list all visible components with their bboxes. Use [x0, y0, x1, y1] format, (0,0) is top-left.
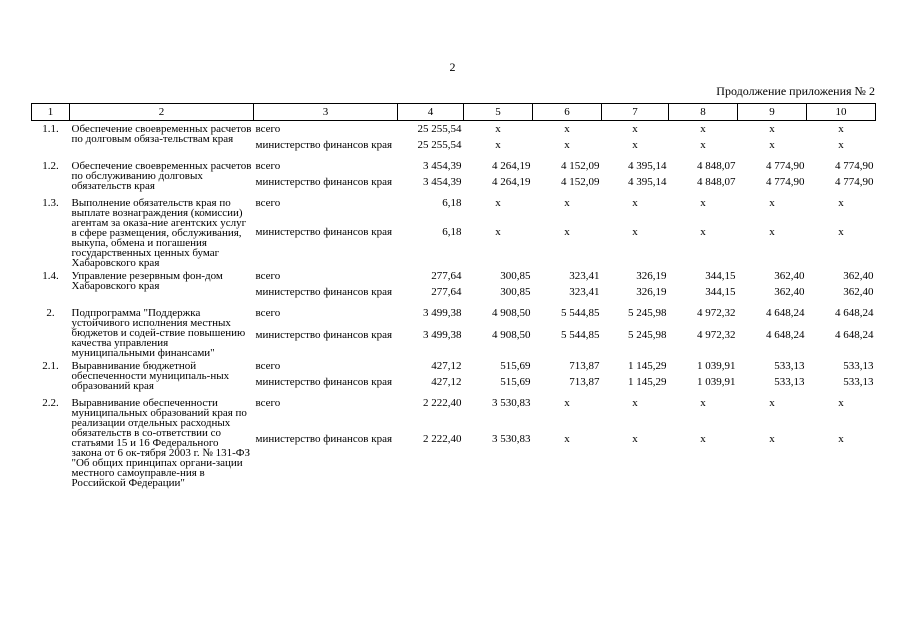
value-cell: х [838, 225, 844, 238]
value-cell: 4 774,90 [766, 160, 805, 172]
value-cell: 427,12 [431, 360, 462, 372]
col-header-10: 10 [807, 104, 876, 121]
value-cell: 2 222,40 [423, 432, 462, 445]
value-cell: 362,40 [843, 286, 874, 298]
value-cell: 300,85 [500, 286, 531, 298]
value-cell: х [495, 197, 501, 209]
value-cell: 2 222,40 [423, 397, 462, 409]
col-header-7: 7 [602, 104, 669, 121]
value-cell: 326,19 [636, 286, 667, 298]
value-cell: х [700, 123, 706, 135]
table-row [32, 305, 876, 324]
value-cell: х [632, 123, 638, 135]
executor-cell: министерство финансов края [255, 432, 393, 445]
value-cell: х [838, 123, 844, 135]
executor-cell: министерство финансов края [255, 176, 393, 188]
value-cell: х [838, 432, 844, 445]
appendix-continuation-label: Продолжение приложения № 2 [716, 84, 875, 98]
executor-cell: всего [255, 197, 281, 209]
value-cell: 515,69 [500, 376, 531, 388]
value-cell: 4 908,50 [492, 307, 531, 319]
value-cell: х [769, 123, 775, 135]
value-cell: х [632, 397, 638, 409]
row-number: 1.2. [42, 160, 59, 172]
col-header-1: 1 [32, 104, 70, 121]
row-title: Выравнивание обеспеченности муниципальных образований края по реализации отдельных расходных обязательств в со-ответствии со статьями 15 и 16 Федерального закона от 6 ок-тября 2003 г. № 131-ФЗ "Об общих принципах органи-зации местного самоуправле-ния в Российской Федерации" [71, 397, 250, 489]
table-row [32, 358, 876, 371]
value-cell: 3 530,83 [492, 397, 531, 409]
budget-table [31, 103, 876, 488]
executor-cell: министерство финансов края [255, 376, 393, 388]
value-cell: 533,13 [843, 376, 874, 388]
value-cell: х [495, 225, 501, 238]
value-cell: 25 255,54 [417, 139, 462, 151]
value-cell: 1 145,29 [628, 376, 667, 388]
col-header-9: 9 [738, 104, 807, 121]
value-cell: х [632, 432, 638, 445]
col-header-2: 2 [70, 104, 254, 121]
value-cell: 4 908,50 [492, 328, 531, 341]
value-cell: 4 972,32 [697, 328, 736, 341]
row-number: 1.4. [42, 270, 59, 282]
col-header-8: 8 [669, 104, 738, 121]
row-title: Обеспечение своевременных расчетов по долговым обяза-тельствам края [71, 123, 252, 145]
value-cell: х [838, 397, 844, 409]
executor-cell: министерство финансов края [255, 225, 393, 238]
executor-cell: всего [255, 270, 281, 282]
value-cell: 4 152,09 [561, 160, 600, 172]
value-cell: х [700, 397, 706, 409]
value-cell: х [564, 197, 570, 209]
value-cell: 4 395,14 [628, 160, 667, 172]
value-cell: х [632, 225, 638, 238]
value-cell: х [632, 139, 638, 151]
value-cell: х [769, 197, 775, 209]
value-cell: х [564, 397, 570, 409]
value-cell: 5 245,98 [628, 307, 667, 319]
value-cell: х [700, 225, 706, 238]
row-title: Выполнение обязательств края по выплате вознаграждения (комиссии) агентам за оказа-ние агентских услуг в сфере размещения, обслуживания, выкупа, обмена и погашения государственных ценных бумаг Хабаровского края [71, 197, 247, 269]
value-cell: 5 544,85 [561, 307, 600, 319]
value-cell: 362,40 [774, 286, 805, 298]
value-cell: х [700, 139, 706, 151]
value-cell: 323,41 [569, 286, 600, 298]
value-cell: 4 774,90 [835, 160, 874, 172]
row-number: 1.3. [42, 197, 59, 209]
executor-cell: министерство финансов края [255, 139, 393, 151]
value-cell: 4 648,24 [766, 307, 805, 319]
value-cell: 6,18 [442, 197, 462, 209]
value-cell: 713,87 [569, 360, 600, 372]
value-cell: х [769, 225, 775, 238]
value-cell: 326,19 [636, 270, 667, 282]
value-cell: х [564, 225, 570, 238]
col-header-3: 3 [254, 104, 398, 121]
executor-cell: всего [255, 397, 281, 409]
value-cell: 5 544,85 [561, 328, 600, 341]
value-cell: х [769, 432, 775, 445]
col-header-4: 4 [398, 104, 464, 121]
value-cell: х [564, 139, 570, 151]
value-cell: 4 264,19 [492, 176, 531, 188]
value-cell: 277,64 [431, 270, 462, 282]
table-row [32, 121, 876, 135]
value-cell: 1 145,29 [628, 360, 667, 372]
value-cell: 533,13 [843, 360, 874, 372]
value-cell: х [495, 123, 501, 135]
row-title: Подпрограмма "Поддержка устойчивого исполнения местных бюджетов и содей-ствие повышению качества управления муниципальными финансами" [71, 307, 246, 359]
value-cell: х [769, 397, 775, 409]
value-cell: 362,40 [774, 270, 805, 282]
value-cell: х [632, 197, 638, 209]
row-title: Управление резервным фон-дом Хабаровского края [71, 270, 223, 292]
row-number: 1.1. [42, 123, 59, 135]
executor-cell: всего [255, 160, 281, 172]
table-header-row [32, 104, 876, 121]
value-cell: 3 454,39 [423, 160, 462, 172]
table-body [32, 121, 876, 489]
value-cell: 277,64 [431, 286, 462, 298]
value-cell: 3 499,38 [423, 307, 462, 319]
value-cell: х [838, 197, 844, 209]
value-cell: х [838, 139, 844, 151]
table-row [32, 268, 876, 281]
value-cell: 4 848,07 [697, 176, 736, 188]
value-cell: 344,15 [705, 286, 736, 298]
value-cell: 25 255,54 [417, 123, 462, 135]
value-cell: х [495, 139, 501, 151]
value-cell: 4 774,90 [835, 176, 874, 188]
value-cell: 3 530,83 [492, 432, 531, 445]
row-number: 2. [46, 307, 55, 319]
col-header-6: 6 [533, 104, 602, 121]
row-title: Выравнивание бюджетной обеспеченности муниципаль-ных образований края [71, 360, 230, 392]
value-cell: 344,15 [705, 270, 736, 282]
value-cell: 4 648,24 [835, 307, 874, 319]
value-cell: 1 039,91 [697, 360, 736, 372]
value-cell: 1 039,91 [697, 376, 736, 388]
value-cell: 362,40 [843, 270, 874, 282]
value-cell: 4 648,24 [766, 328, 805, 341]
value-cell: х [564, 432, 570, 445]
executor-cell: министерство финансов края [255, 286, 393, 298]
value-cell: 4 848,07 [697, 160, 736, 172]
row-title: Обеспечение своевременных расчетов по обслуживанию долговых обязательств края [71, 160, 252, 192]
value-cell: 4 264,19 [492, 160, 531, 172]
executor-cell: министерство финансов края [255, 328, 393, 341]
table-row [32, 158, 876, 171]
value-cell: 6,18 [442, 225, 462, 238]
value-cell: 4 774,90 [766, 176, 805, 188]
value-cell: 713,87 [569, 376, 600, 388]
value-cell: 427,12 [431, 376, 462, 388]
value-cell: х [769, 139, 775, 151]
row-number: 2.2. [42, 397, 59, 409]
table-row [32, 195, 876, 221]
value-cell: 300,85 [500, 270, 531, 282]
value-cell: 533,13 [774, 376, 805, 388]
col-header-5: 5 [464, 104, 533, 121]
value-cell: 4 972,32 [697, 307, 736, 319]
value-cell: 4 648,24 [835, 328, 874, 341]
executor-cell: всего [255, 123, 281, 135]
table-row [32, 395, 876, 428]
value-cell: 3 454,39 [423, 176, 462, 188]
row-number: 2.1. [42, 360, 59, 372]
value-cell: 4 395,14 [628, 176, 667, 188]
executor-cell: всего [255, 360, 281, 372]
value-cell: 323,41 [569, 270, 600, 282]
value-cell: х [700, 197, 706, 209]
value-cell: х [700, 432, 706, 445]
value-cell: 533,13 [774, 360, 805, 372]
executor-cell: всего [255, 307, 281, 319]
value-cell: 515,69 [500, 360, 531, 372]
value-cell: 3 499,38 [423, 328, 462, 341]
value-cell: 5 245,98 [628, 328, 667, 341]
value-cell: 4 152,09 [561, 176, 600, 188]
page-number: 2 [449, 60, 456, 74]
value-cell: х [564, 123, 570, 135]
